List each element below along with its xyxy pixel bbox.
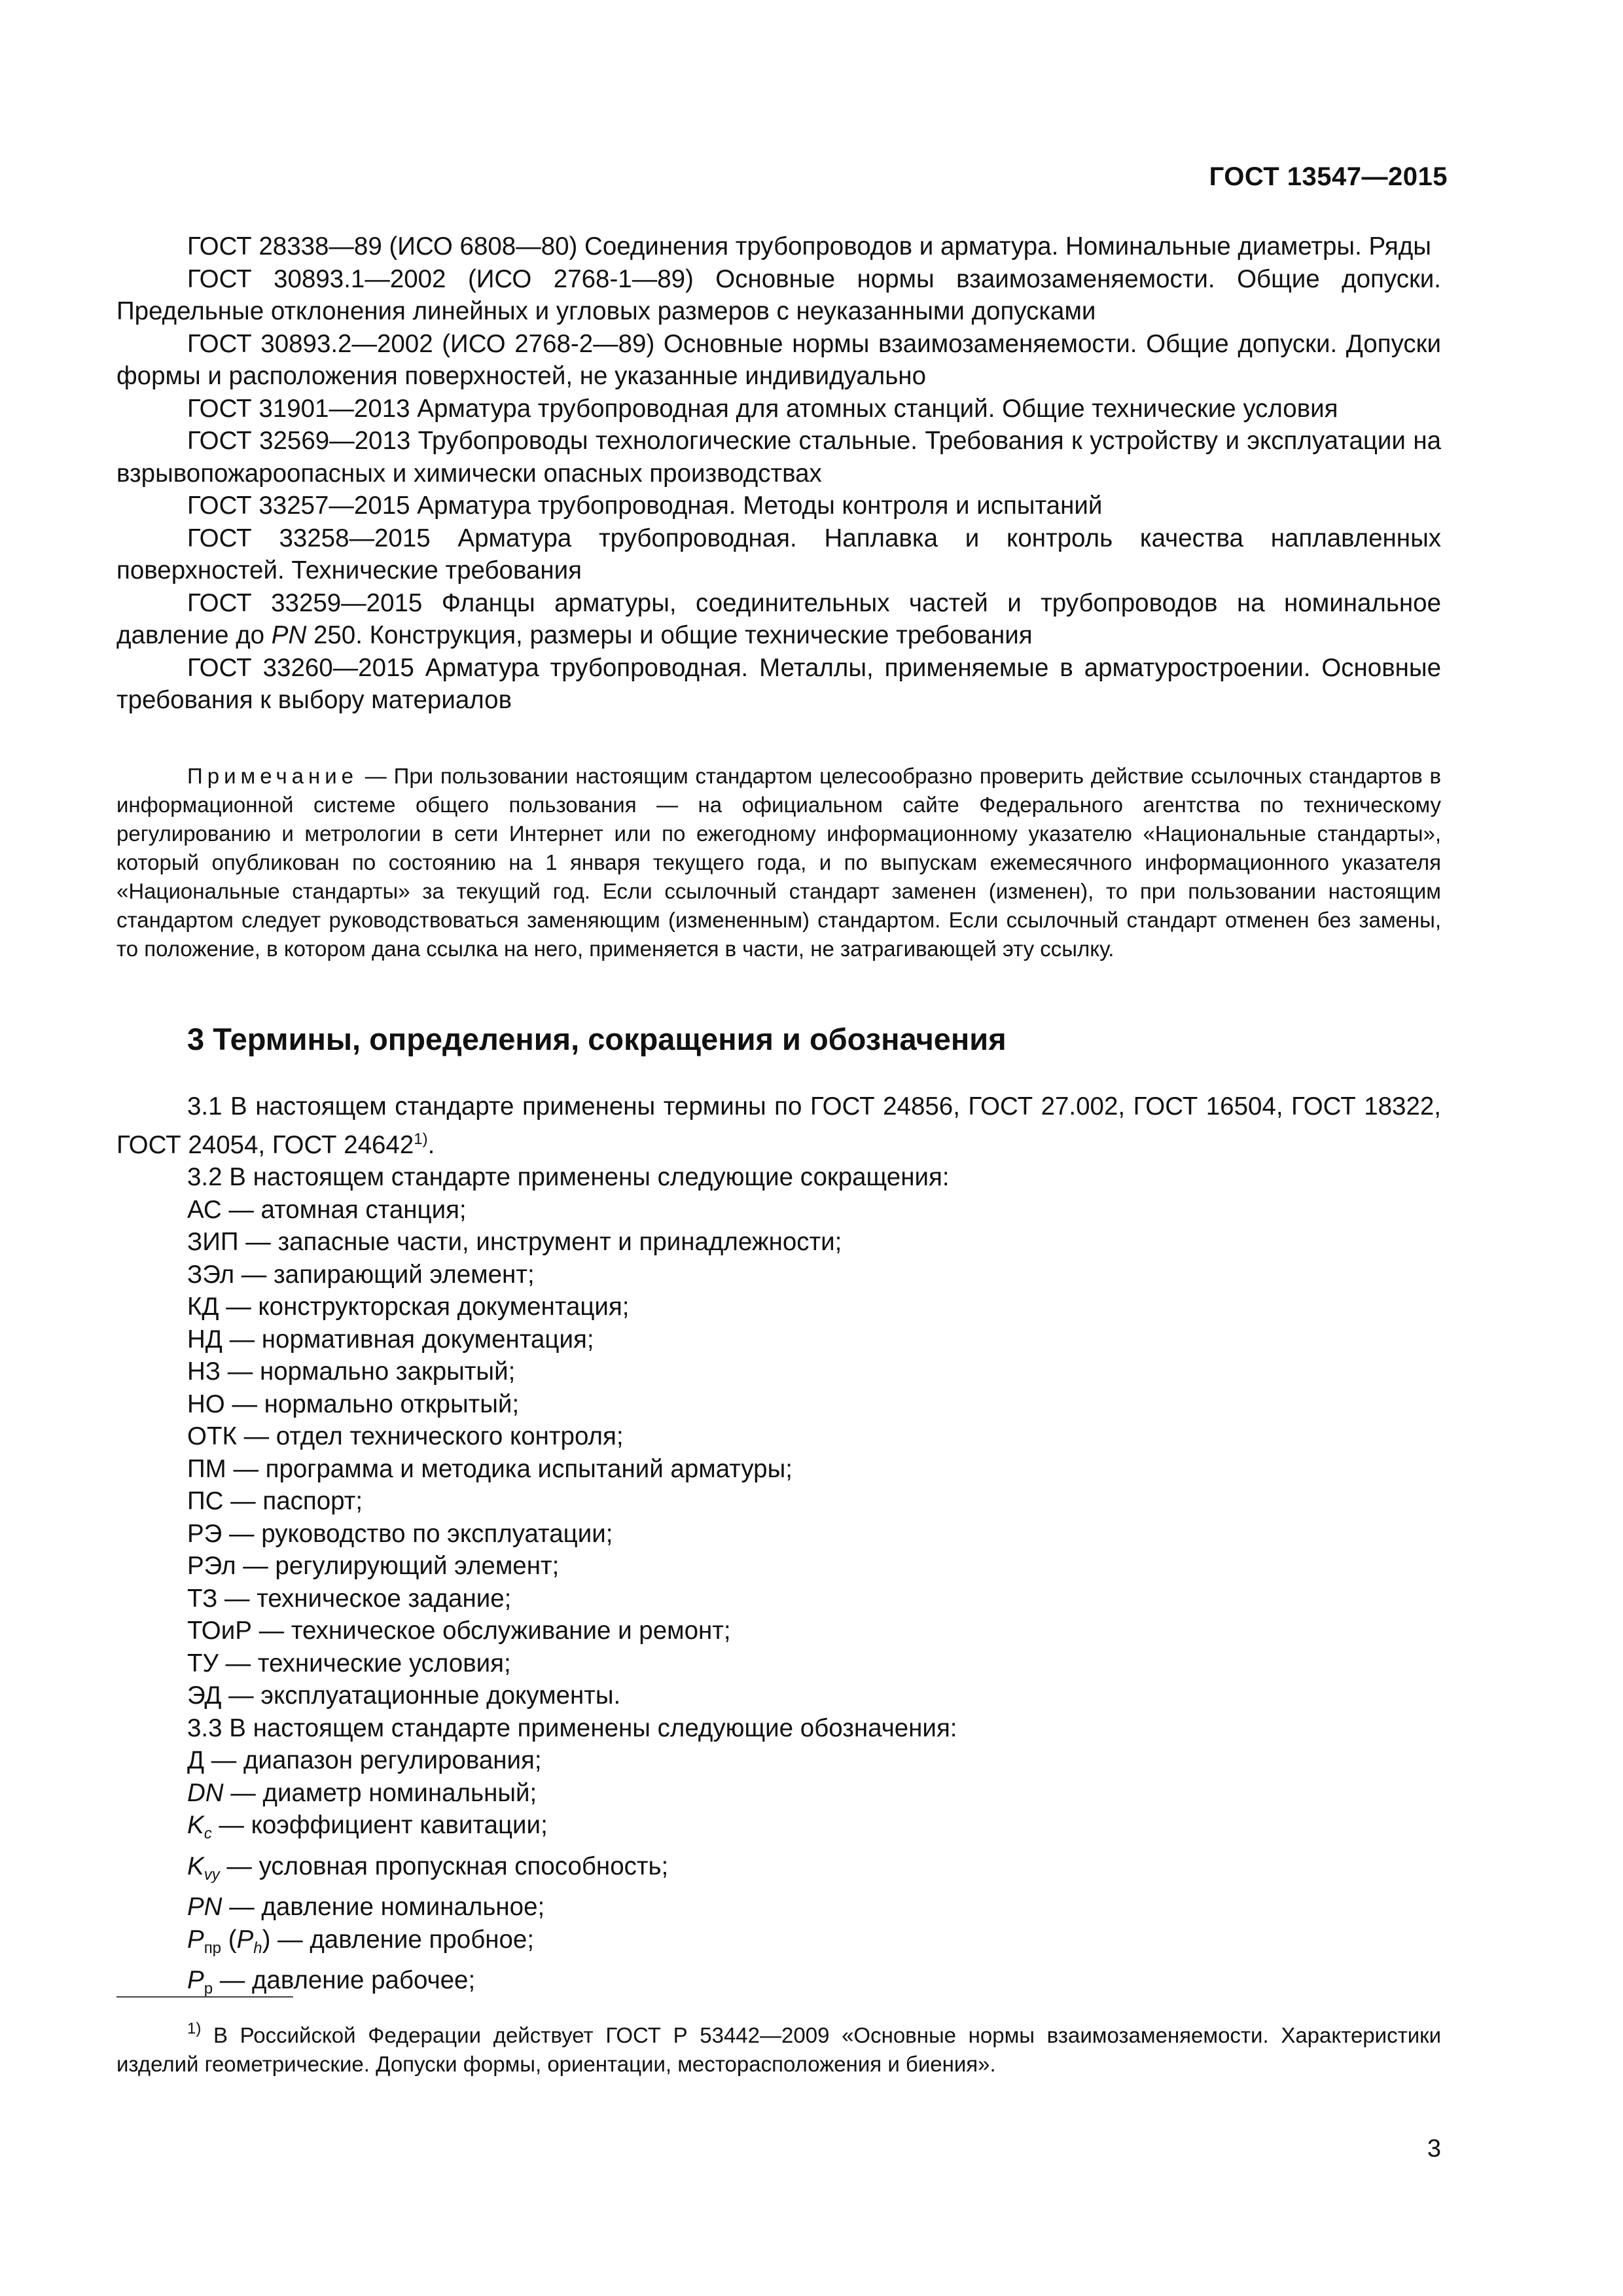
reference-item: ГОСТ 33258—2015 Арматура трубопроводная. Наплавка и контроль качества наплавленных поверхностей. Технические требования: [116, 524, 1441, 584]
reference-item: ГОСТ 33260—2015 Арматура трубопроводная. Металлы, применяемые в арматуростроении. Основные требования к выбору материалов: [116, 653, 1441, 714]
symbol-subscript: пр: [204, 1939, 222, 1957]
paren: ): [262, 1925, 271, 1954]
symbol-desc: — давление номинальное;: [222, 1893, 545, 1921]
clause-3-2: 3.2 В настоящем стандарте применены следующие сокращения:: [187, 1163, 950, 1191]
symbol-subscript: h: [253, 1939, 262, 1957]
note-block: [116, 762, 1441, 963]
reference-item-33259: [116, 587, 1441, 652]
list-item: РЭ — руководство по эксплуатации;: [187, 1519, 613, 1548]
pn-symbol: PN: [271, 621, 307, 649]
symbol-subscript: vy: [204, 1865, 220, 1884]
list-item: [116, 1777, 1441, 1810]
symbol-desc: — диаметр номинальный;: [223, 1778, 537, 1807]
reference-item: ГОСТ 32569—2013 Трубопроводы технологические стальные. Требования к устройству и эксплуатации на взрывопожароопасных и химически опасных производствах: [116, 427, 1441, 488]
symbol: K: [187, 1852, 204, 1880]
footnote-divider: [116, 1996, 293, 1998]
symbol-subscript: c: [204, 1825, 212, 1842]
reference-text: 250. Конструкция, размеры и общие технические требования: [306, 621, 1033, 649]
note-text: — При пользовании настоящим стандартом целесообразно проверить действие ссылочных стандартов в информационной системе общего пользования — на официальном сайте Федерального агентства по техническому регулированию и метрологии в сети Интернет или по ежегодному информационному указателю «Национальные стандарты», который опубликован по состоянию на 1 января текущего года, и по выпускам ежемесячного информационного указателя «Национальные стандарты» за текущий год. Если ссылочный стандарт заменен (изменен), то при пользовании настоящим стандартом следует руководствоваться заменяющим (измененным) стандартом. Если ссылочный стандарт отменен без замены, то положение, в котором дана ссылка на него, применяется в части, не затрагивающей эту ссылку.: [116, 764, 1441, 961]
symbol: PN: [187, 1893, 223, 1921]
symbol-subscript: р: [204, 1980, 213, 1998]
footnote-ref: 1): [414, 1130, 428, 1148]
note-label: Примечание: [187, 764, 359, 788]
symbol-desc: — коэффициент кавитации;: [211, 1811, 548, 1839]
list-item: ОТК — отдел технического контроля;: [187, 1422, 624, 1450]
footnote-marker: 1): [187, 2020, 202, 2037]
symbol: P: [187, 1966, 204, 1994]
list-item: ПС — паспорт;: [187, 1487, 363, 1515]
list-item: НО — нормально открытый;: [187, 1390, 520, 1418]
list-item: КД — конструкторская документация;: [187, 1293, 630, 1321]
list-item: ЗИП — запасные части, инструмент и принадлежности;: [187, 1228, 842, 1256]
footnote-text: В Российской Федерации действует ГОСТ Р 53442—2009 «Основные нормы взаимозаменяемости. Характеристики изделий геометрические. Допуски формы, ориентации, месторасположения и биения».: [116, 2023, 1441, 2076]
symbol-desc: — условная пропускная способность;: [219, 1852, 669, 1880]
list-item: ЭД — эксплуатационные документы.: [187, 1681, 621, 1710]
reference-item: ГОСТ 30893.1—2002 (ИСО 2768-1—89) Основные нормы взаимозаменяемости. Общие допуски. Предельные отклонения линейных и угловых размеров с неуказанными допусками: [116, 264, 1441, 325]
document-code-header: ГОСТ 13547—2015: [1209, 162, 1448, 191]
page-number: 3: [1427, 2135, 1441, 2162]
clause-3-1: [116, 1090, 1441, 1161]
reference-text: ГОСТ 33259—2015 Фланцы арматуры, соединительных частей и трубопроводов на номинальное давление до: [116, 588, 1441, 649]
list-item: РЭл — регулирующий элемент;: [187, 1552, 560, 1580]
list-item: НЗ — нормально закрытый;: [187, 1357, 516, 1386]
symbol: K: [187, 1811, 204, 1839]
symbol: P: [187, 1925, 204, 1954]
list-item: НД — нормативная документация;: [187, 1325, 594, 1354]
paren: (: [221, 1925, 237, 1954]
reference-item: ГОСТ 31901—2013 Арматура трубопроводная для атомных станций. Общие технические условия: [187, 394, 1338, 423]
list-item: ЗЭл — запирающий элемент;: [187, 1260, 535, 1289]
section-title: 3 Термины, определения, сокращения и обозначения: [187, 1022, 1007, 1056]
list-item: [116, 1924, 1441, 1965]
list-item: [116, 1809, 1441, 1850]
list-item: ТУ — технические условия;: [187, 1649, 511, 1677]
list-item: АС — атомная станция;: [187, 1195, 467, 1224]
list-item: ТОиР — техническое обслуживание и ремонт;: [187, 1617, 731, 1645]
clause-3-3: 3.3 В настоящем стандарте применены следующие обозначения:: [187, 1713, 957, 1742]
clause-text: 3.1 В настоящем стандарте применены термины по ГОСТ 24856, ГОСТ 27.002, ГОСТ 16504, ГОСТ 18322, ГОСТ 24054, ГОСТ 24642: [116, 1092, 1441, 1159]
normative-references-list: [116, 230, 1441, 717]
list-item: Д — диапазон регулирования;: [187, 1746, 542, 1774]
section-body: [116, 1090, 1441, 2005]
symbol: P: [236, 1925, 254, 1954]
list-item: ТЗ — техническое задание;: [187, 1584, 512, 1613]
reference-item: ГОСТ 33257—2015 Арматура трубопроводная. Методы контроля и испытаний: [187, 492, 1103, 520]
designations-list: [116, 1744, 1441, 2005]
clause-text: .: [427, 1130, 435, 1159]
list-item: [116, 1891, 1441, 1924]
reference-item: ГОСТ 30893.2—2002 (ИСО 2768-2—89) Основные нормы взаимозаменяемости. Общие допуски. Допуски формы и расположения поверхностей, не указанные индивидуально: [116, 329, 1441, 390]
symbol-desc: — давление пробное;: [270, 1925, 535, 1954]
symbol-desc: — давление рабочее;: [213, 1966, 476, 1994]
abbreviations-list: [116, 1194, 1441, 1712]
list-item: [116, 1964, 1441, 2005]
footnote: [116, 2015, 1441, 2079]
symbol: DN: [187, 1778, 224, 1807]
list-item: ПМ — программа и методика испытаний арматуры;: [187, 1454, 793, 1483]
list-item: [116, 1850, 1441, 1892]
reference-item: ГОСТ 28338—89 (ИСО 6808—80) Соединения трубопроводов и арматура. Номинальные диаметры. Ряды: [187, 232, 1431, 260]
